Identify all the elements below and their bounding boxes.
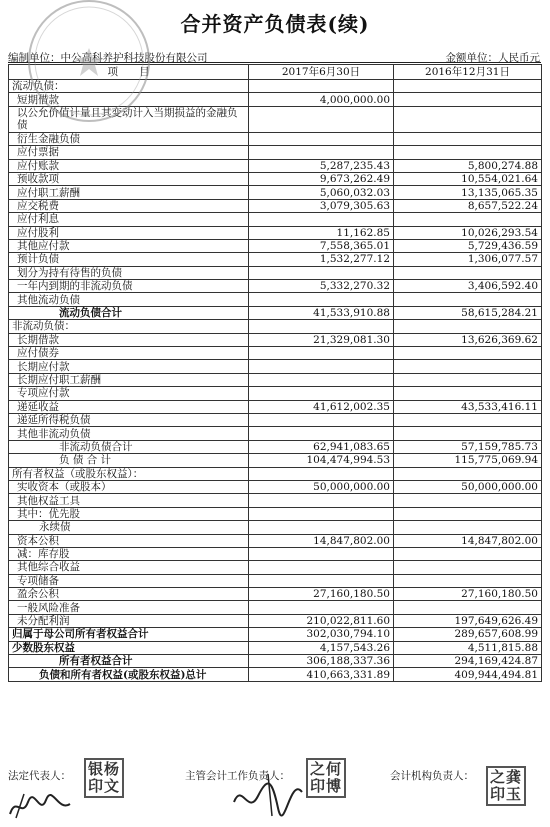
value-2016: 5,800,274.88 <box>394 159 542 172</box>
value-2017 <box>249 293 394 306</box>
row-label: 流动负债合计 <box>9 306 249 319</box>
value-2016: 294,169,424.87 <box>394 655 542 668</box>
table-row <box>9 547 542 560</box>
row-label: 其他综合收益 <box>9 561 249 574</box>
table-row <box>9 333 542 346</box>
value-2017: 41,612,002.35 <box>249 400 394 413</box>
header-rule <box>8 62 541 63</box>
row-label: 实收资本（或股本） <box>9 480 249 493</box>
row-label: 未分配利润 <box>9 614 249 627</box>
row-label: 所有者权益（或股东权益）： <box>9 467 249 480</box>
acct-stamp-line1: 之何 <box>310 760 343 778</box>
value-2016 <box>394 574 542 587</box>
table-row <box>9 373 542 386</box>
table-row <box>9 172 542 185</box>
row-label: 盈余公积 <box>9 588 249 601</box>
table-row <box>9 440 542 453</box>
row-label: 资本公积 <box>9 534 249 547</box>
row-label: 应付账款 <box>9 159 249 172</box>
value-2017 <box>249 387 394 400</box>
value-2017 <box>249 601 394 614</box>
row-label: 长期应付款 <box>9 360 249 373</box>
table-row <box>9 507 542 520</box>
value-2017 <box>249 360 394 373</box>
row-label: 专项应付款 <box>9 387 249 400</box>
value-2016: 14,847,802.00 <box>394 534 542 547</box>
row-label: 所有者权益合计 <box>9 655 249 668</box>
legal-rep-label: 法定代表人： <box>8 770 71 782</box>
row-label: 负 债 合 计 <box>9 454 249 467</box>
row-label: 负债和所有者权益(或股东权益)总计 <box>9 668 249 681</box>
value-2017 <box>249 106 394 132</box>
table-row <box>9 93 542 106</box>
table-row <box>9 146 542 159</box>
table-row <box>9 588 542 601</box>
accounting-head-label: 主管会计工作负责人： <box>185 770 290 782</box>
row-label: 递延所得税负债 <box>9 413 249 426</box>
table-row <box>9 186 542 199</box>
row-label: 衍生金融负债 <box>9 132 249 145</box>
table-row <box>9 132 542 145</box>
row-label: 短期借款 <box>9 93 249 106</box>
table-header-row <box>9 65 542 80</box>
value-2016 <box>394 347 542 360</box>
table-row <box>9 561 542 574</box>
table-row <box>9 427 542 440</box>
value-2017: 4,000,000.00 <box>249 93 394 106</box>
value-2016 <box>394 320 542 333</box>
table-row <box>9 534 542 547</box>
value-2016 <box>394 373 542 386</box>
table-row <box>9 467 542 480</box>
value-2016 <box>394 387 542 400</box>
value-2017: 41,533,910.88 <box>249 306 394 319</box>
table-row <box>9 494 542 507</box>
value-2017 <box>249 574 394 587</box>
row-label: 其中：优先股 <box>9 507 249 520</box>
value-2017 <box>249 266 394 279</box>
table-row <box>9 239 542 252</box>
value-2016 <box>394 507 542 520</box>
company-name: 编制单位：中公高科养护科技股份有限公司 <box>8 52 208 64</box>
row-label: 非流动负债合计 <box>9 440 249 453</box>
row-label: 长期应付职工薪酬 <box>9 373 249 386</box>
dept-stamp-line1: 之龚 <box>490 768 523 786</box>
value-2017: 5,060,032.03 <box>249 186 394 199</box>
value-2016: 409,944,494.81 <box>394 668 542 681</box>
value-2017 <box>249 146 394 159</box>
row-label: 长期借款 <box>9 333 249 346</box>
row-label: 其他非流动负债 <box>9 427 249 440</box>
value-2016 <box>394 547 542 560</box>
value-2016: 10,554,021.64 <box>394 172 542 185</box>
value-2016 <box>394 427 542 440</box>
table-row <box>9 80 542 93</box>
table-row <box>9 253 542 266</box>
table-row <box>9 601 542 614</box>
value-2016 <box>394 293 542 306</box>
table-row <box>9 199 542 212</box>
row-label: 预计负债 <box>9 253 249 266</box>
value-2017: 306,188,337.36 <box>249 655 394 668</box>
value-2017 <box>249 507 394 520</box>
value-2017 <box>249 320 394 333</box>
accounting-dept-label: 会计机构负责人： <box>390 770 474 782</box>
value-2016: 27,160,180.50 <box>394 588 542 601</box>
row-label: 归属于母公司所有者权益合计 <box>9 628 249 641</box>
report-title: 合并资产负债表(续) <box>180 12 370 36</box>
acct-stamp-line2: 印博 <box>310 777 343 795</box>
row-label: 减：库存股 <box>9 547 249 560</box>
row-label: 应交税费 <box>9 199 249 212</box>
table-row <box>9 400 542 413</box>
table-row <box>9 628 542 641</box>
table-row <box>9 521 542 534</box>
value-2016: 57,159,785.73 <box>394 440 542 453</box>
value-2017 <box>249 494 394 507</box>
value-2017 <box>249 561 394 574</box>
table-row <box>9 280 542 293</box>
value-2017: 50,000,000.00 <box>249 480 394 493</box>
table-row <box>9 614 542 627</box>
value-2016: 43,533,416.11 <box>394 400 542 413</box>
value-2017: 210,022,811.60 <box>249 614 394 627</box>
table-row <box>9 641 542 654</box>
value-2016: 289,657,608.99 <box>394 628 542 641</box>
value-2017 <box>249 132 394 145</box>
row-label: 一年内到期的非流动负债 <box>9 280 249 293</box>
row-label: 应付债券 <box>9 347 249 360</box>
legal-stamp-line2: 印文 <box>88 777 121 795</box>
value-2017 <box>249 467 394 480</box>
table-row <box>9 655 542 668</box>
column-header-2017: 2017年6月30日 <box>249 65 394 80</box>
row-label: 应付职工薪酬 <box>9 186 249 199</box>
table-row <box>9 668 542 681</box>
value-2016 <box>394 106 542 132</box>
balance-sheet-table <box>8 64 542 682</box>
value-2016: 1,306,077.57 <box>394 253 542 266</box>
table-row <box>9 320 542 333</box>
value-2016: 3,406,592.40 <box>394 280 542 293</box>
table-row <box>9 360 542 373</box>
legal-rep-stamp <box>84 758 124 798</box>
column-header-2016: 2016年12月31日 <box>394 65 542 80</box>
table-row <box>9 226 542 239</box>
row-label: 非流动负债： <box>9 320 249 333</box>
table-row <box>9 454 542 467</box>
table-row <box>9 480 542 493</box>
value-2017 <box>249 427 394 440</box>
row-label: 以公允价值计量且其变动计入当期损益的金融负债 <box>9 106 249 132</box>
value-2017: 5,287,235.43 <box>249 159 394 172</box>
value-2017: 27,160,180.50 <box>249 588 394 601</box>
row-label: 永续债 <box>9 521 249 534</box>
value-2017: 62,941,083.65 <box>249 440 394 453</box>
row-label: 流动负债： <box>9 80 249 93</box>
row-label: 应付利息 <box>9 213 249 226</box>
table-row <box>9 106 542 132</box>
value-2017 <box>249 347 394 360</box>
value-2017: 5,332,270.32 <box>249 280 394 293</box>
value-2016: 115,775,069.94 <box>394 454 542 467</box>
value-2016: 197,649,626.49 <box>394 614 542 627</box>
value-2016 <box>394 494 542 507</box>
table-row <box>9 159 542 172</box>
table-row <box>9 213 542 226</box>
value-2016: 8,657,522.24 <box>394 199 542 212</box>
value-2016: 4,511,815.88 <box>394 641 542 654</box>
value-2017 <box>249 413 394 426</box>
value-2017: 21,329,081.30 <box>249 333 394 346</box>
table-row <box>9 293 542 306</box>
row-label: 其他流动负债 <box>9 293 249 306</box>
value-2017 <box>249 521 394 534</box>
value-2017: 4,157,543.26 <box>249 641 394 654</box>
row-label: 递延收益 <box>9 400 249 413</box>
value-2016 <box>394 132 542 145</box>
value-2017 <box>249 373 394 386</box>
row-label: 专项储备 <box>9 574 249 587</box>
value-2016: 50,000,000.00 <box>394 480 542 493</box>
table-row <box>9 347 542 360</box>
value-2016 <box>394 601 542 614</box>
table-row <box>9 306 542 319</box>
value-2017: 410,663,331.89 <box>249 668 394 681</box>
value-2017: 9,673,262.49 <box>249 172 394 185</box>
value-2016 <box>394 93 542 106</box>
row-label: 应付股利 <box>9 226 249 239</box>
value-2016 <box>394 146 542 159</box>
row-label: 预收款项 <box>9 172 249 185</box>
value-2016: 58,615,284.21 <box>394 306 542 319</box>
value-2017: 11,162.85 <box>249 226 394 239</box>
value-2016 <box>394 213 542 226</box>
accounting-dept-stamp <box>486 766 526 806</box>
value-2017: 104,474,994.53 <box>249 454 394 467</box>
row-label: 少数股东权益 <box>9 641 249 654</box>
dept-stamp-line2: 印玉 <box>490 785 523 803</box>
value-2016 <box>394 80 542 93</box>
value-2016: 13,135,065.35 <box>394 186 542 199</box>
row-label: 其他应付款 <box>9 239 249 252</box>
value-2016 <box>394 266 542 279</box>
table-body <box>9 80 542 682</box>
value-2017: 1,532,277.12 <box>249 253 394 266</box>
currency-unit: 金额单位：人民币元 <box>445 52 540 64</box>
row-label: 划分为持有待售的负债 <box>9 266 249 279</box>
legal-rep-signature-icon <box>6 790 76 822</box>
row-label: 其他权益工具 <box>9 494 249 507</box>
accounting-head-stamp <box>306 758 346 798</box>
row-label: 一般风险准备 <box>9 601 249 614</box>
value-2017: 302,030,794.10 <box>249 628 394 641</box>
table-row <box>9 387 542 400</box>
column-header-item: 项 目 <box>9 65 249 80</box>
value-2017: 3,079,305.63 <box>249 199 394 212</box>
value-2017 <box>249 213 394 226</box>
value-2016 <box>394 467 542 480</box>
table-row <box>9 574 542 587</box>
value-2016 <box>394 413 542 426</box>
value-2016: 13,626,369.62 <box>394 333 542 346</box>
table-row <box>9 413 542 426</box>
legal-stamp-line1: 银杨 <box>88 760 121 778</box>
value-2017 <box>249 80 394 93</box>
value-2016 <box>394 521 542 534</box>
value-2016 <box>394 561 542 574</box>
value-2017: 14,847,802.00 <box>249 534 394 547</box>
value-2017 <box>249 547 394 560</box>
value-2016 <box>394 360 542 373</box>
row-label: 应付票据 <box>9 146 249 159</box>
value-2016: 10,026,293.54 <box>394 226 542 239</box>
value-2017: 7,558,365.01 <box>249 239 394 252</box>
value-2016: 5,729,436.59 <box>394 239 542 252</box>
table-row <box>9 266 542 279</box>
